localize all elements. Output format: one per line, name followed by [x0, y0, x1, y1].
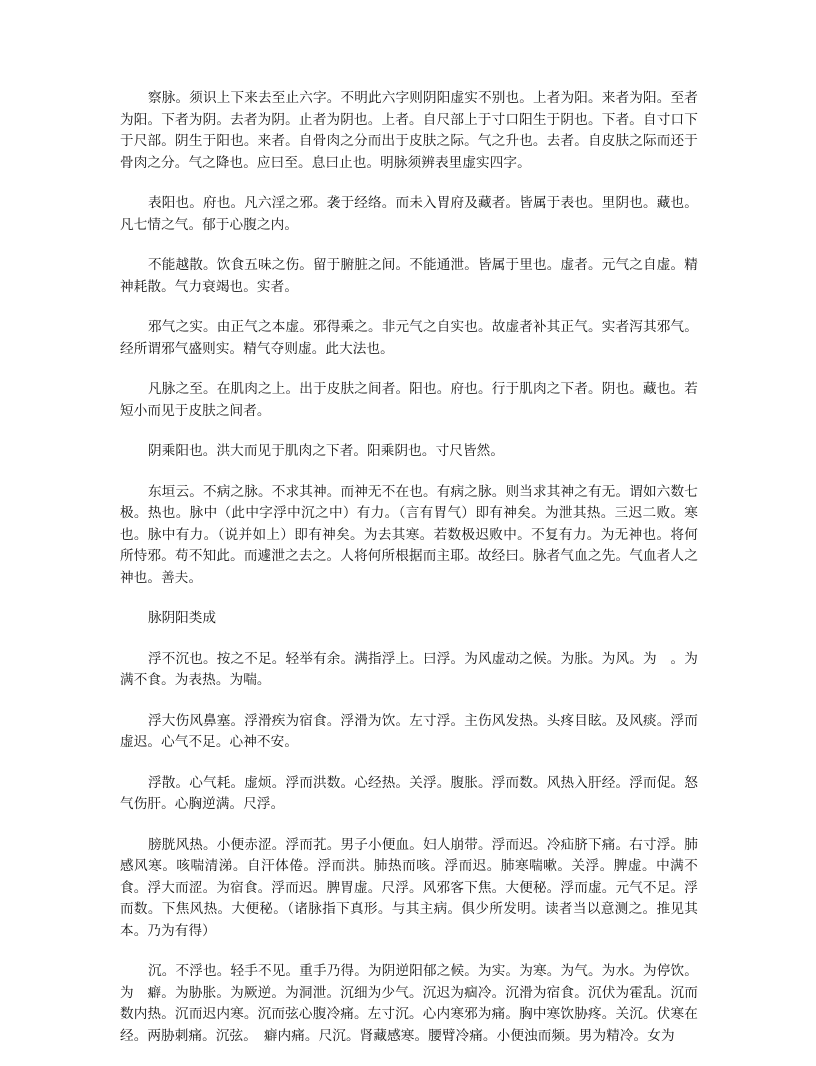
section-heading: 脉阴阳类成	[148, 610, 216, 626]
paragraph-6: 阴乘阳也。洪大而见于肌肉之下者。阳乘阴也。寸尺皆然。	[148, 443, 505, 459]
section-paragraph-1: 浮不沉也。按之不足。轻举有余。满指浮上。曰浮。为风虚动之候。为胀。为风。为 。为满不食。为表热。为喘。	[120, 650, 698, 688]
paragraph-2: 表阳也。府也。凡六淫之邪。袭于经络。而未入胃府及藏者。皆属于表也。里阴也。藏也。凡七情之气。郁于心腹之内。	[120, 195, 698, 233]
paragraph-5: 凡脉之至。在肌肉之上。出于皮肤之间者。阳也。府也。行于肌肉之下者。阴也。藏也。若短小而见于皮肤之间者。	[120, 381, 698, 419]
section-paragraph-4: 膀胱风热。小便赤涩。浮而芤。男子小便血。妇人崩带。浮而迟。冷疝脐下痛。右寸浮。肺感风寒。咳喘清涕。自汗体倦。浮而洪。肺热而咳。浮而迟。肺寒喘嗽。关浮。脾虚。中满不食。浮大而涩。为宿食。浮而迟。脾胃虚。尺浮。风邪客下焦。大便秘。浮而虚。元气不足。浮而数。下焦风热。大便秘。（诸脉指下真形。与其主病。俱少所发明。读者当以意测之。推见其本。乃为有得）	[120, 836, 698, 939]
paragraph-1: 察脉。须识上下来去至止六字。不明此六字则阴阳虚实不别也。上者为阳。来者为阳。至者为阳。下者为阴。去者为阴。止者为阴也。上者。自尺部上于寸口阳生于阴也。下者。自寸口下于尺部。阴生于阳也。来者。自骨肉之分而出于皮肤之际。气之升也。去者。自皮肤之际而还于骨肉之分。气之降也。应曰至。息曰止也。明脉须辨表里虚实四字。	[120, 90, 698, 171]
paragraph-7: 东垣云。不病之脉。不求其神。而神无不在也。有病之脉。则当求其神之有无。谓如六数七极。热也。脉中（此中字浮中沉之中）有力。（言有胃气）即有神矣。为泄其热。三迟二败。寒也。脉中有力。（说并如上）即有神矣。为去其寒。若数极迟败中。不复有力。为无神也。将何所恃邪。苟不知此。而遽泄之去之。人将何所根据而主耶。故经曰。脉者气血之先。气血者人之神也。善夫。	[120, 483, 698, 586]
section-paragraph-5: 沉。不浮也。轻手不见。重手乃得。为阴逆阳郁之候。为实。为寒。为气。为水。为停饮。为 癖。为胁胀。为厥逆。为洞泄。沉细为少气。沉迟为痼冷。沉滑为宿食。沉伏为霍乱。沉而数内热。沉而迟内寒。沉而弦心腹冷痛。左寸沉。心内寒邪为痛。胸中寒饮胁疼。关沉。伏寒在经。两胁刺痛。沉弦。 癖内痛。尺沉。肾藏感寒。腰臂冷痛。小便浊而频。男为精冷。女为	[120, 963, 698, 1044]
document-page	[120, 88, 698, 1066]
paragraph-4: 邪气之实。由正气之本虚。邪得乘之。非元气之自实也。故虚者补其正气。实者泻其邪气。经所谓邪气盛则实。精气夺则虚。此大法也。	[120, 319, 698, 357]
section-paragraph-2: 浮大伤风鼻塞。浮滑疾为宿食。浮滑为饮。左寸浮。主伤风发热。头疼目眩。及风痰。浮而虚迟。心气不足。心神不安。	[120, 712, 698, 750]
section-paragraph-3: 浮散。心气耗。虚烦。浮而洪数。心经热。关浮。腹胀。浮而数。风热入肝经。浮而促。怒气伤肝。心胸逆满。尺浮。	[120, 774, 698, 812]
paragraph-3: 不能越散。饮食五味之伤。留于腑脏之间。不能通泄。皆属于里也。虚者。元气之自虚。精神耗散。气力衰竭也。实者。	[120, 257, 698, 295]
